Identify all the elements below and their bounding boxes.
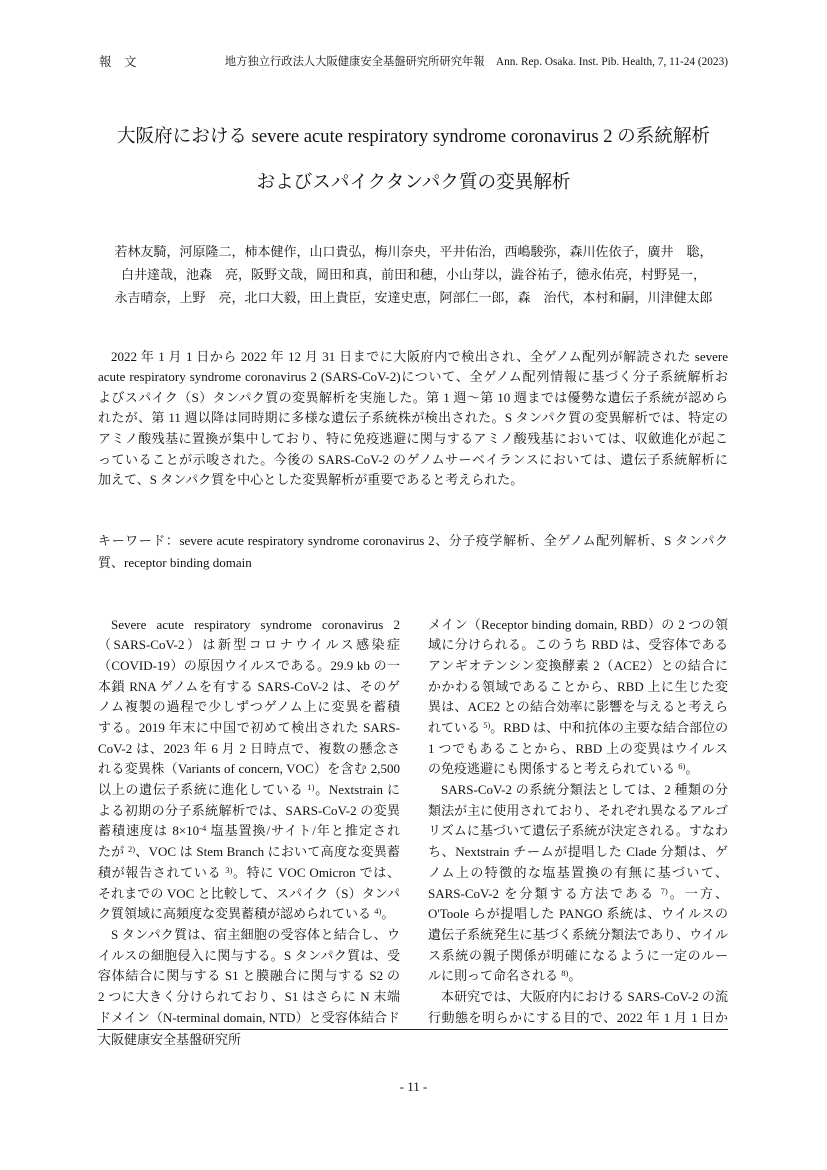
body-line: Severe acute respiratory syndrome coronavirus 2 (111, 616, 400, 632)
body-line: 遺伝子系統発生に基づく系統分類法であり、ウイル (428, 926, 728, 942)
body-line: する。2019 年末に中国で初めて検出された SARS- (98, 720, 400, 736)
abstract-line: 加えて、S タンパク質を中心とした変異解析が重要であると考えられた。 (98, 472, 524, 488)
body-line: ノム上の特徴的な塩基置換の有無に基づいて、 (428, 864, 728, 880)
superscript: 1) (307, 782, 315, 793)
abstract (98, 347, 728, 491)
body-line: メイン（Receptor binding domain, RBD）の 2 つの領 (428, 616, 728, 632)
body-paragraph (98, 615, 400, 925)
author-line: 白井達哉，池森 亮，阪野文哉，岡田和真，前田和穂，小山芽以，澁谷祐子，徳永佑亮，村野晃一， (120, 266, 706, 282)
author-line: 若林友騎，河原隆二，柿本健作，山口貴弘，梅川奈央，平井佑治，西嶋駿弥，森川佐依子，廣井 聡， (114, 243, 713, 259)
body-line: 異は、ACE2 との結合効率に影響を与えると考えら (428, 699, 728, 715)
page-number: - 11 - (399, 1079, 428, 1094)
body-line (428, 759, 728, 780)
superscript: 4) (374, 906, 382, 917)
abstract-line: っていることが示唆された。今後の SARS-CoV-2 のゲノムサーベイランスにおいては、遺伝子系統解析に (98, 451, 728, 467)
body-line: ち、Nextstrain チームが提唱した Clade 分類は、ゲ (428, 844, 728, 860)
body-line (428, 966, 728, 987)
superscript: 8) (561, 968, 569, 979)
line-text: 。一方、 (667, 885, 728, 901)
line-text: 、VOC は Stem Branch において高度な変異蓄 (135, 844, 400, 860)
line-text: ク質領域に高頻度な変異蓄積が認められている (98, 906, 375, 922)
body-line (98, 842, 400, 863)
line-text: 。特に VOC Omicron では、 (232, 864, 400, 880)
body-line (428, 884, 728, 905)
line-text: 以上の遺伝子系統に進化している (98, 782, 308, 798)
keyword-block (98, 530, 728, 574)
line-text: 蓄積速度は 8×10 (98, 823, 200, 839)
keywords (98, 530, 728, 574)
body-paragraph (428, 780, 728, 987)
body-line: S タンパク質は、宿主細胞の受容体と結合し、ウ (111, 926, 400, 942)
body-line: SARS-CoV-2 の系統分類法としては、2 種類の分 (441, 782, 728, 798)
abstract-paragraph (98, 347, 728, 491)
line-text: 積が報告されている (98, 864, 226, 880)
superscript: 2) (128, 844, 136, 855)
body-line: 2 つに大きく分けられており、S1 はさらに N 末端 (98, 988, 400, 1004)
body-line: よる初期の分子系統解析では、SARS-CoV-2 の変異 (98, 802, 400, 818)
body-line (98, 821, 400, 842)
body-line (98, 780, 400, 801)
article-type-label: 報 文 (99, 55, 137, 69)
body-line: イルスの細胞侵入に関与する。S タンパク質は、受 (98, 947, 400, 963)
body-line: O'Toole らが提唱した PANGO 系統は、ウイルスの (428, 906, 728, 922)
body-line: かかわる領域であることから、RBD 上に生じた変 (428, 678, 728, 694)
body-line: ノム複製の過程で少しずつゲノム上に変異を蓄積 (98, 699, 400, 715)
superscript: 3) (225, 864, 233, 875)
abstract-line: 2022 年 1 月 1 日から 2022 年 12 月 31 日までに大阪府内で検出され、全ゲノム配列が解読された severe (111, 348, 728, 364)
body-paragraph (428, 987, 728, 1028)
body-line: 本鎖 RNA ゲノムを有する SARS-CoV-2 は、そのゲ (98, 678, 400, 694)
body-paragraph (98, 925, 400, 1028)
body-line: それまでの VOC と比較して、スパイク（S）タンパ (98, 885, 400, 901)
title-line: およびスパイクタンパク質の変異解析 (256, 172, 571, 193)
body-line (428, 718, 728, 739)
line-text: 。 (685, 761, 699, 777)
superscript: 5) (483, 720, 491, 731)
body-line: 域に分けられる。このうち RBD は、受容体である (428, 637, 728, 653)
line-text: れている (428, 720, 484, 736)
line-text: ルに則って命名される (428, 968, 562, 984)
body-line: CoV-2 は、2023 年 6 月 2 日時点で、複数の懸念さ (98, 740, 400, 756)
line-text: 。 (568, 968, 582, 984)
body-line: （SARS-CoV-2）は新型コロナウイルス感染症 (98, 637, 400, 653)
line-text: SARS-CoV-2 を分類する方法である (428, 885, 661, 901)
superscript: 7) (660, 885, 668, 896)
body-line: 類法が主に使用されており、それぞれ異なるアルゴ (428, 802, 728, 818)
body-paragraph (428, 615, 728, 781)
body-line: 本研究では、大阪府内における SARS-CoV-2 の流 (441, 988, 728, 1004)
abstract-line: アミノ酸残基に置換が集中しており、特に免疫逃避に関与するアミノ酸残基においては、収斂進化が起こ (98, 431, 728, 447)
line-text: 。RBD は、中和抗体の主要な結合部位の (490, 720, 728, 736)
body-line: ドメイン（N-terminal domain, NTD）と受容体結合ド (98, 1009, 400, 1025)
superscript: 6) (678, 761, 686, 772)
title-line: 大阪府における severe acute respiratory syndrome coronavirus 2 の系統解析 (116, 126, 711, 147)
abstract-line: よびスパイク（S）タンパク質の変異解析を実施した。第 1 週～第 10 週までは優勢な遺伝子系統が認めら (98, 389, 728, 405)
line-text: 。 (381, 906, 395, 922)
body-line (98, 904, 400, 925)
author-list (60, 240, 767, 309)
line-text: 。Nextstrain に (314, 782, 400, 798)
line-text: の免疫逃避にも関係すると考えられている (428, 761, 679, 777)
body-line: アンギオテンシン変換酵素 2（ACE2）との結合に (428, 657, 728, 673)
line-text: たが (98, 844, 129, 860)
body-line: 1 つでもあることから、RBD 上の変異はウイルス (428, 740, 728, 756)
journal-citation: 地方独立行政法人大阪健康安全基盤研究所研究年報 Ann. Rep. Osaka. Inst. Pib. Health, 7, 11-24 (2023) (224, 56, 728, 68)
body-right-column (428, 615, 728, 1029)
body-line (98, 863, 400, 884)
body-line: れる変異株（Variants of concern, VOC）を含む 2,500 (98, 761, 400, 777)
keyword-line: 質、receptor binding domain (98, 555, 252, 570)
body-line: 行動態を明らかにする目的で、2022 年 1 月 1 日か (428, 1009, 728, 1025)
body-line: ス系統の親子関係が明確になるように一定のルー (428, 947, 728, 963)
footnote-rule (97, 1029, 728, 1030)
running-header (99, 53, 728, 71)
abstract-line: れたが、第 11 週以降は同時期に多様な遺伝子系統株が検出された。S タンパク質の変異解析では、特定の (98, 410, 728, 426)
body-line: 容体結合に関与する S1 と膜融合に関与する S2 の (98, 968, 400, 984)
article-title (40, 114, 787, 206)
affiliation-footnote: 大阪健康安全基盤研究所 (98, 1032, 242, 1047)
line-text: 塩基置換/サイト/年と推定され (206, 823, 400, 839)
body-line: リズムに基づいて遺伝子系統が決定される。すなわ (428, 823, 728, 839)
author-line: 永吉晴奈，上野 亮，北口大毅，田上貴臣，安達史恵，阿部仁一郎，森 治代，本村和嗣，川津健太郎 (114, 289, 713, 305)
body-line: （COVID-19）の原因ウイルスである。29.9 kb の一 (98, 657, 400, 673)
superscript: -4 (199, 823, 207, 834)
abstract-line: acute respiratory syndrome coronavirus 2 (SARS-CoV-2)について、全ゲノム配列情報に基づく分子系統解析お (98, 369, 728, 385)
body-left-column (98, 615, 400, 1029)
keyword-line: キーワード：severe acute respiratory syndrome coronavirus 2、分子疫学解析、全ゲノム配列解析、S タンパク (98, 533, 728, 548)
